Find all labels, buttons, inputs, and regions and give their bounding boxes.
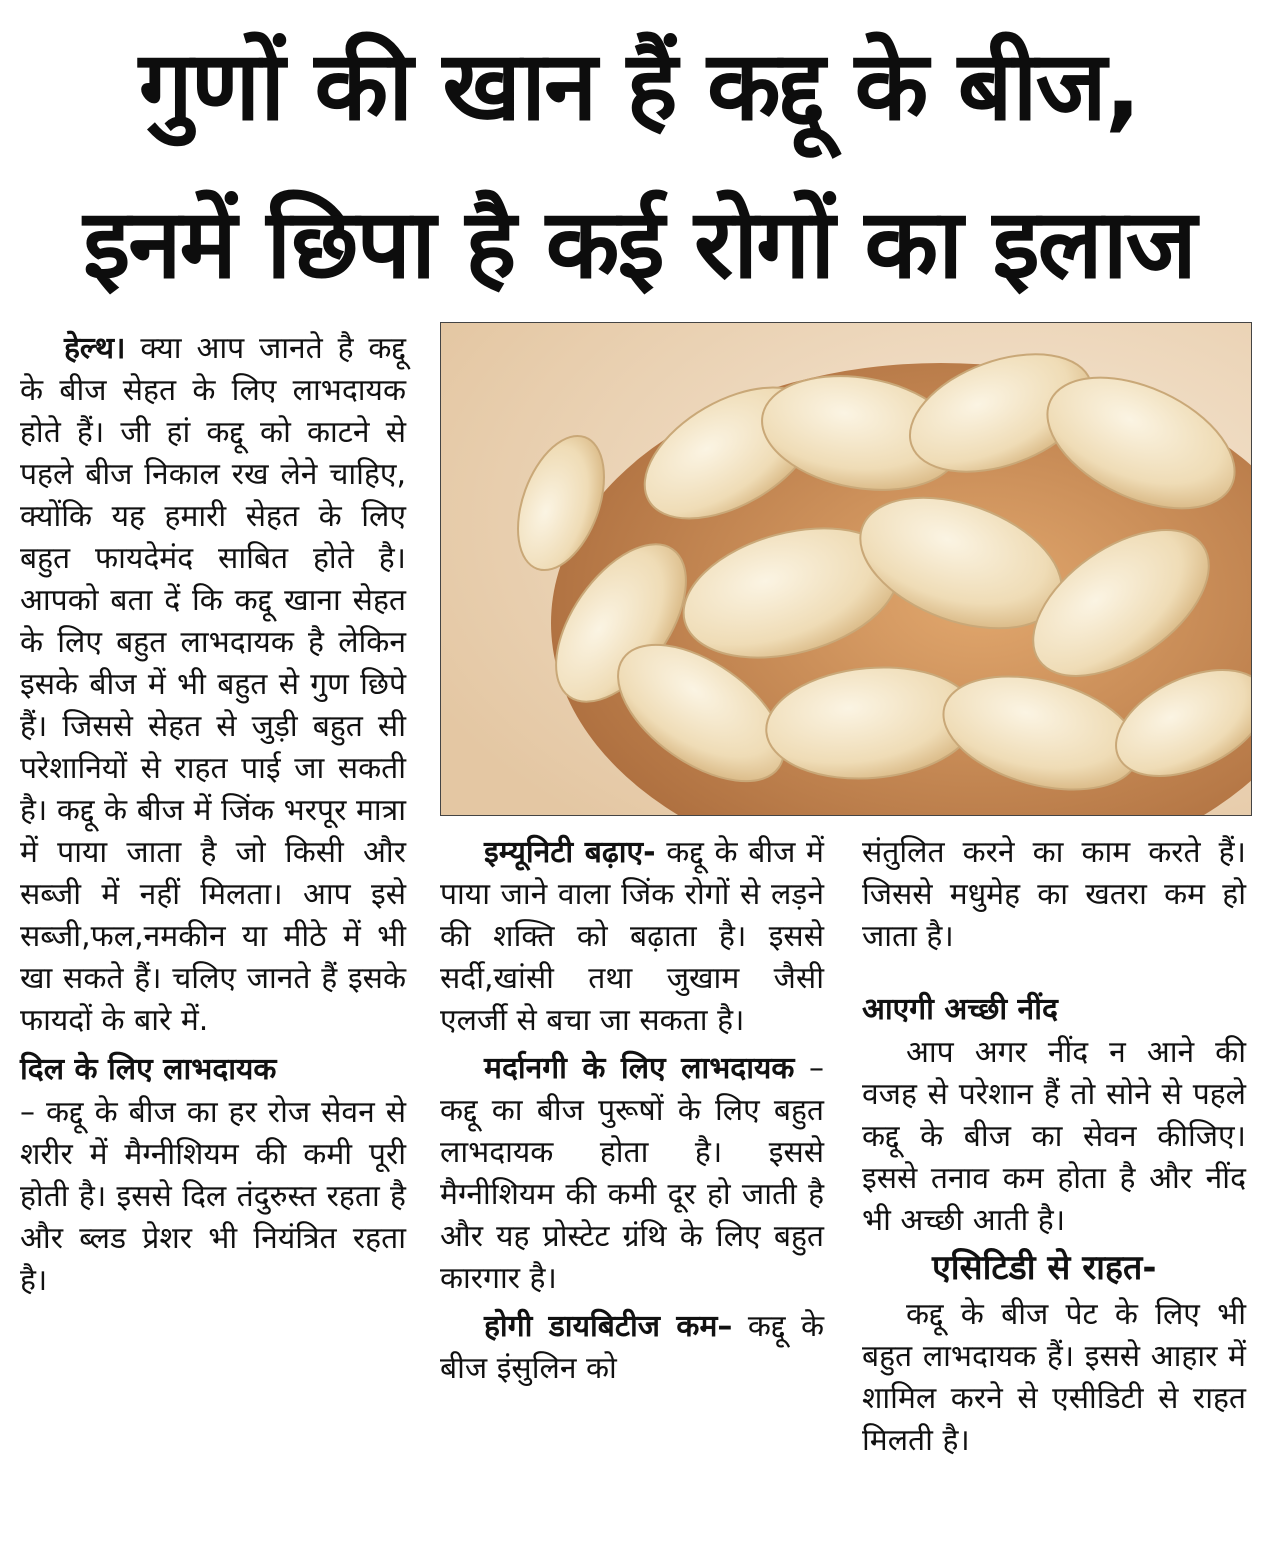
headline-line-1: गुणों की खान हैं कद्दू के बीज, bbox=[138, 30, 1140, 142]
sleep-heading: आएगी अच्छी नींद bbox=[862, 992, 1058, 1027]
men-paragraph bbox=[440, 1048, 824, 1300]
immunity-heading: इम्यूनिटी बढ़ाए- bbox=[484, 835, 656, 870]
sleep-text: आप अगर नींद न आने की वजह से परेशान हैं तो सोने से पहले कद्दू के बीज का सेवन कीजिए। इससे तनाव कम होता है और नींद भी अच्छी आती है। bbox=[862, 1035, 1246, 1238]
acidity-heading: एसिटिडी से राहत- bbox=[932, 1248, 1157, 1288]
article-column-2 bbox=[440, 832, 824, 1390]
article-column-3 bbox=[862, 832, 1246, 1462]
pumpkin-seeds-photo bbox=[440, 322, 1252, 816]
dateline: हेल्थ। bbox=[64, 331, 126, 366]
acidity-text: कद्दू के बीज पेट के लिए भी बहुत लाभदायक हैं। इससे आहार में शामिल करने से एसीडिटी से राहत मिलती है। bbox=[862, 1297, 1246, 1458]
diabetes-paragraph bbox=[440, 1306, 824, 1390]
diabetes-text: कद्दू के बीज इंसुलिन को bbox=[440, 1309, 824, 1386]
immunity-paragraph bbox=[440, 832, 824, 1042]
heart-heading: दिल के लिए लाभदायक bbox=[20, 1052, 277, 1087]
article-column-1 bbox=[20, 328, 406, 1302]
headline-line-2: इनमें छिपा है कई रोगों का इलाज bbox=[83, 188, 1195, 300]
men-text: –कद्दू का बीज पुरूषों के लिए बहुत लाभदायक होता है। इससे मैग्नीशियम की कमी दूर हो जाती है और यह प्रोस्टेट ग्रंथि के लिए बहुत कारगार है। bbox=[440, 1051, 824, 1296]
diabetes-continued: संतुलित करने का काम करते हैं। जिससे मधुमेह का खतरा कम हो जाता है। bbox=[862, 835, 1246, 954]
intro-text: क्या आप जानते है कद्दू के बीज सेहत के लिए लाभदायक होते हैं। जी हां कद्दू को काटने से पहले बीज निकाल रख लेने चाहिए, क्योंकि यह हमारी सेहत के लिए बहुत फायदेमंद साबित होते है। आपको बता दें कि कद्दू खाना सेहत के लिए बहुत लाभदायक है लेकिन इसके बीज में भी बहुत से गुण छिपे हैं। जिससे सेहत से जुड़ी बहुत सी परेशानियों से राहत पाई जा सकती है। कद्दू के बीज में जिंक भरपूर मात्रा में पाया जाता है जो किसी और सब्जी में नहीं मिलता। आप इसे सब्जी,फल,नमकीन या मीठे में भी खा सकते हैं। चलिए जानते हैं इसके फायदों के बारे में. bbox=[20, 331, 406, 1038]
men-heading: मर्दानगी के लिए लाभदायक bbox=[484, 1051, 795, 1086]
immunity-text: कद्दू के बीज में पाया जाने वाला जिंक रोगों से लड़ने की शक्ति को बढ़ाता है। इससे सर्दी,खांसी तथा जुखाम जैसी एलर्जी से बचा जा सकता है। bbox=[440, 835, 824, 1038]
heart-text: – कद्दू के बीज का हर रोज सेवन से शरीर में मैग्नीशियम की कमी पूरी होती है। इससे दिल तंदुरुस्त रहता है और ब्लड प्रेशर भी नियंत्रित रहता है। bbox=[20, 1095, 406, 1298]
diabetes-heading: होगी डायबिटीज कम– bbox=[484, 1309, 733, 1344]
intro-paragraph bbox=[20, 328, 406, 1042]
